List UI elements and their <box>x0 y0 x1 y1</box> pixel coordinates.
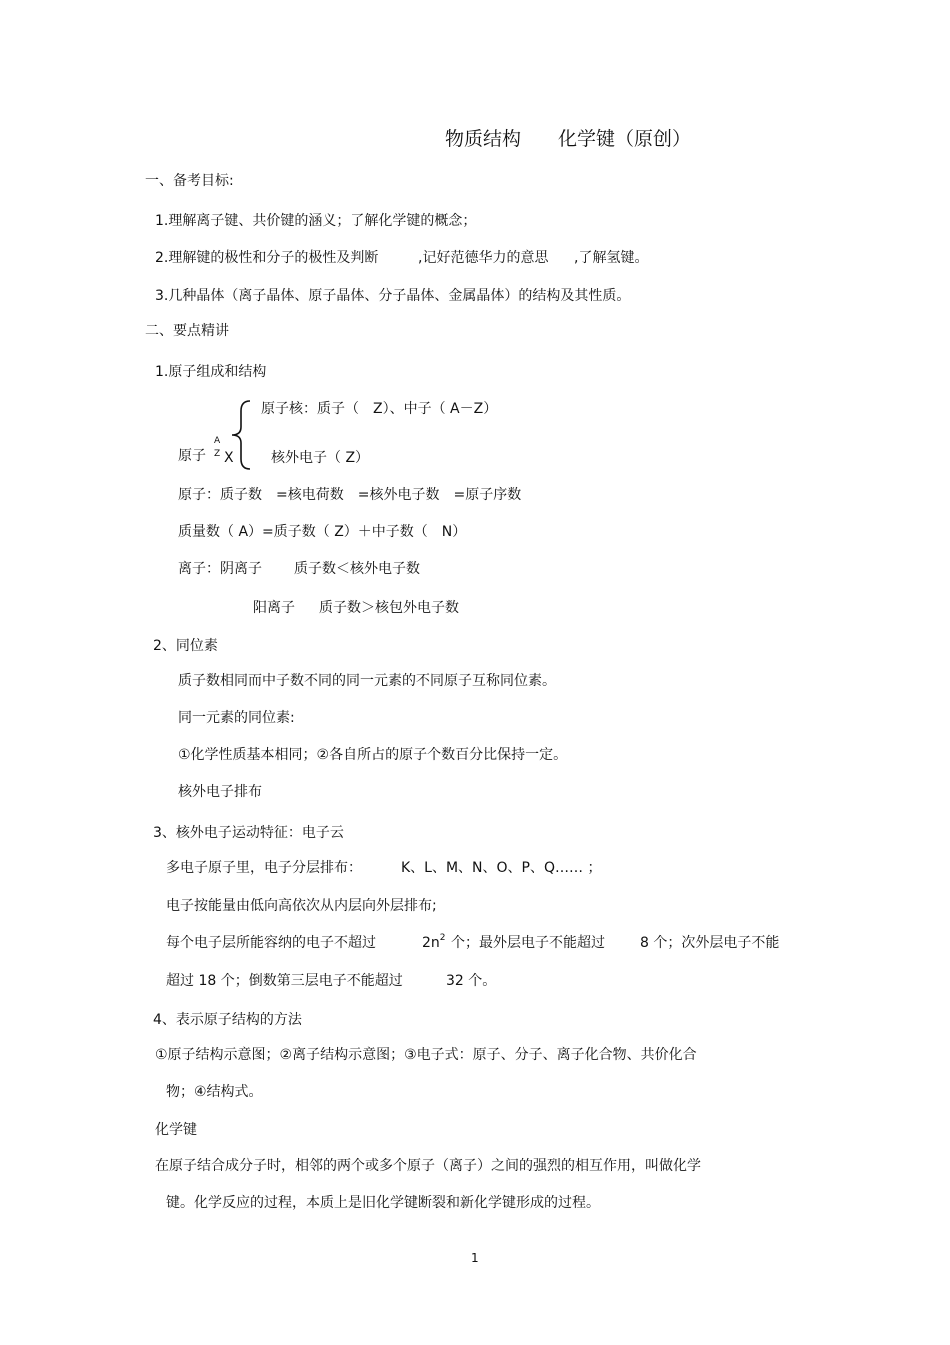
atom-relations: 原子：质子数 =核电荷数 =核外电子数 =原子序数 <box>178 487 522 503</box>
capacity-rule-c: 8 个；次外层电子不能 <box>640 935 780 951</box>
capacity-rule-e: 32 个。 <box>446 973 497 989</box>
capacity-rule-d: 超过 18 个；倒数第三层电子不能超过 <box>166 973 403 989</box>
atomic-number-subscript: Z <box>214 449 221 459</box>
isotope-properties: ①化学性质基本相同；②各自所占的原子个数百分比保持一定。 <box>178 747 568 763</box>
methods-line2: 物；④结构式。 <box>166 1084 263 1100</box>
methods-line1: ①原子结构示意图；②离子结构示意图；③电子式：原子、分子、离子化合物、共价化合 <box>155 1047 697 1063</box>
anion-relation: 质子数＜核外电子数 <box>294 561 420 577</box>
page-title-part1: 物质结构 <box>445 128 522 150</box>
capacity-rule-a: 每个电子层所能容纳的电子不超过 <box>166 935 376 951</box>
extranuclear-electrons: 核外电子（ Z） <box>271 450 370 466</box>
bond-definition-line1: 在原子结合成分子时，相邻的两个或多个原子（离子）之间的强烈的相互作用，叫做化学 <box>155 1158 701 1174</box>
cation-label: 阳离子 <box>253 600 295 616</box>
shell-arrangement-heading: 核外电子排布 <box>178 784 262 800</box>
point2-heading: 2、同位素 <box>153 638 218 654</box>
mass-number-relation: 质量数（ A）=质子数（ Z）＋中子数（ N） <box>178 524 467 540</box>
isotope-same-element: 同一元素的同位素: <box>178 710 295 726</box>
goal-3: 3.几种晶体（离子晶体、原子晶体、分子晶体、金属晶体）的结构及其性质。 <box>155 288 631 304</box>
goal-1: 1.理解离子键、共价键的涵义；了解化学键的概念； <box>155 213 477 229</box>
nucleus-composition: 原子核：质子（ Z）、中子（ A－Z） <box>261 401 498 417</box>
energy-order: 电子按能量由低向高依次从内层向外层排布; <box>166 898 437 914</box>
capacity-formula-exponent: 2 <box>439 933 446 943</box>
point3-heading: 3、核外电子运动特征：电子云 <box>153 825 344 841</box>
multi-electron-atom: 多电子原子里，电子分层排布： <box>166 860 362 876</box>
chemical-bond-heading: 化学键 <box>155 1122 197 1138</box>
atom-label: 原子 <box>178 448 206 464</box>
goal-2c: ,了解氢键。 <box>574 250 649 266</box>
section2-heading: 二、要点精讲 <box>145 323 229 339</box>
capacity-rule-b: 个；最外层电子不能超过 <box>451 935 605 951</box>
shell-letters: K、L、M、N、O、P、Q…… ； <box>401 860 602 876</box>
point1-heading: 1.原子组成和结构 <box>155 364 267 380</box>
element-symbol: X <box>224 450 234 466</box>
capacity-formula <box>422 934 446 952</box>
anion-label: 离子：阴离子 <box>178 561 262 577</box>
cation-relation: 质子数＞核包外电子数 <box>319 600 459 616</box>
section1-heading: 一、备考目标: <box>145 173 234 189</box>
page-title-part2: 化学键（原创） <box>558 128 692 150</box>
isotope-definition: 质子数相同而中子数不同的同一元素的不同原子互称同位素。 <box>178 673 556 689</box>
goal-2b: ,记好范德华力的意思 <box>418 250 549 266</box>
point4-heading: 4、表示原子结构的方法 <box>153 1012 302 1028</box>
bond-definition-line2: 键。化学反应的过程，本质上是旧化学键断裂和新化学键形成的过程。 <box>166 1195 600 1211</box>
capacity-formula-base: 2n <box>422 935 440 951</box>
goal-2a: 2.理解键的极性和分子的极性及判断 <box>155 250 379 266</box>
mass-number-superscript: A <box>214 436 221 446</box>
page-number: 1 <box>471 1251 479 1265</box>
